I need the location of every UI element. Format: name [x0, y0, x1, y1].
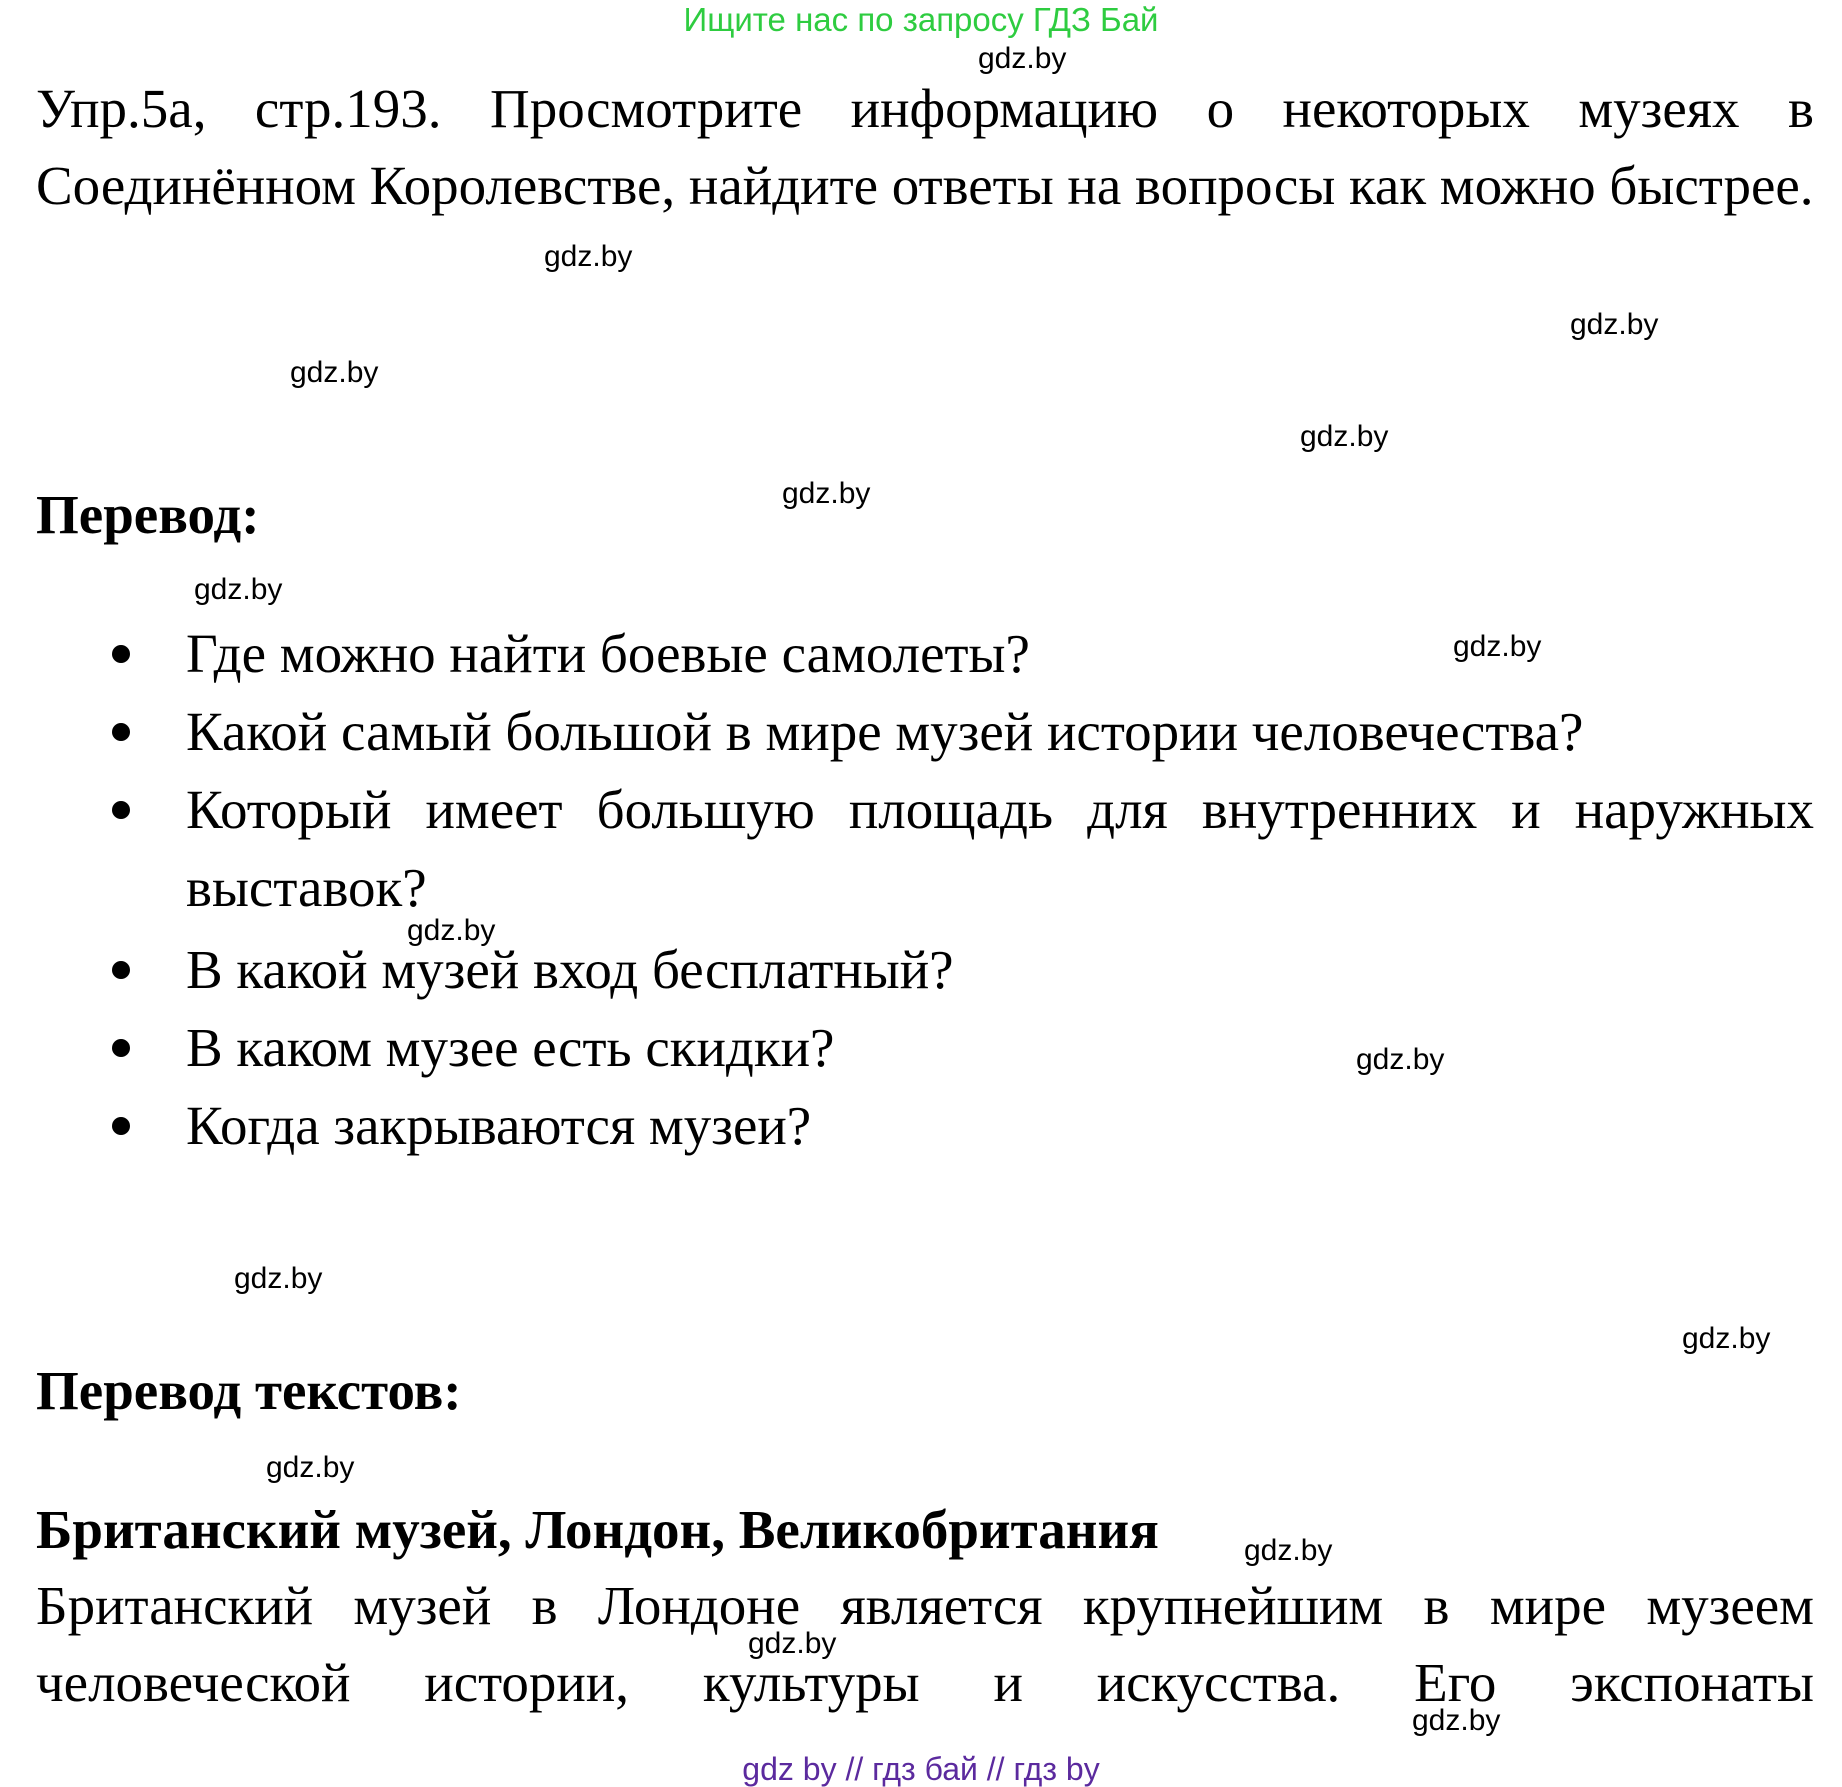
question-text: Когда закрываются музеи?	[186, 1095, 812, 1156]
question-text: В каком музее есть скидки?	[186, 1017, 835, 1078]
bullet-icon	[112, 961, 130, 979]
bullet-icon	[112, 723, 130, 741]
watermark: gdz.by	[407, 914, 496, 947]
search-banner: Ищите нас по запросу ГДЗ Бай	[683, 1, 1159, 38]
list-item	[36, 1009, 1814, 1087]
watermark: gdz.by	[1356, 1043, 1445, 1076]
bullet-icon	[112, 801, 130, 819]
question-list	[36, 615, 1814, 1165]
watermark: gdz.by	[194, 573, 283, 606]
bullet-icon	[112, 1117, 130, 1135]
list-item	[36, 1087, 1814, 1165]
translation-heading: Перевод:	[36, 484, 260, 545]
texts-translation-heading: Перевод текстов:	[36, 1360, 462, 1421]
watermark: gdz.by	[234, 1262, 323, 1295]
bullet-icon	[112, 1039, 130, 1057]
list-item	[36, 771, 1814, 927]
exercise-intro: Упр.5а, стр.193. Просмотрите информацию о некоторых музеях в Соединённом Королевстве, найдите ответы на вопросы как можно быстрее.	[36, 78, 1814, 216]
watermark: gdz.by	[1682, 1322, 1771, 1355]
museum-title: Британский музей, Лондон, Великобритания	[36, 1499, 1159, 1560]
watermark: gdz.by	[544, 240, 633, 273]
watermark: gdz.by	[1300, 420, 1389, 453]
question-text: Какой самый большой в мире музей истории человечества?	[186, 701, 1584, 762]
watermark: gdz.by	[266, 1451, 355, 1484]
watermark: gdz.by	[1570, 308, 1659, 341]
watermark: gdz.by	[1244, 1534, 1333, 1567]
watermark: gdz.by	[1412, 1704, 1501, 1737]
watermark: gdz.by	[1453, 630, 1542, 663]
question-text: В какой музей вход бесплатный?	[186, 939, 954, 1000]
list-item	[36, 615, 1814, 693]
footer-links: gdz by // гдз бай // гдз by	[742, 1751, 1100, 1787]
watermark: gdz.by	[978, 42, 1067, 75]
watermark: gdz.by	[748, 1627, 837, 1660]
list-item	[36, 931, 1814, 1009]
list-item	[36, 693, 1814, 771]
question-text: Где можно найти боевые самолеты?	[186, 623, 1030, 684]
watermark: gdz.by	[782, 477, 871, 510]
question-text: Который имеет большую площадь для внутренних и наружных выставок?	[186, 779, 1814, 918]
museum-description: Британский музей в Лондоне является крупнейшим в мире музеем человеческой истории, культуры и искусства. Его экспонаты	[36, 1575, 1814, 1713]
bullet-icon	[112, 645, 130, 663]
watermark: gdz.by	[290, 356, 379, 389]
